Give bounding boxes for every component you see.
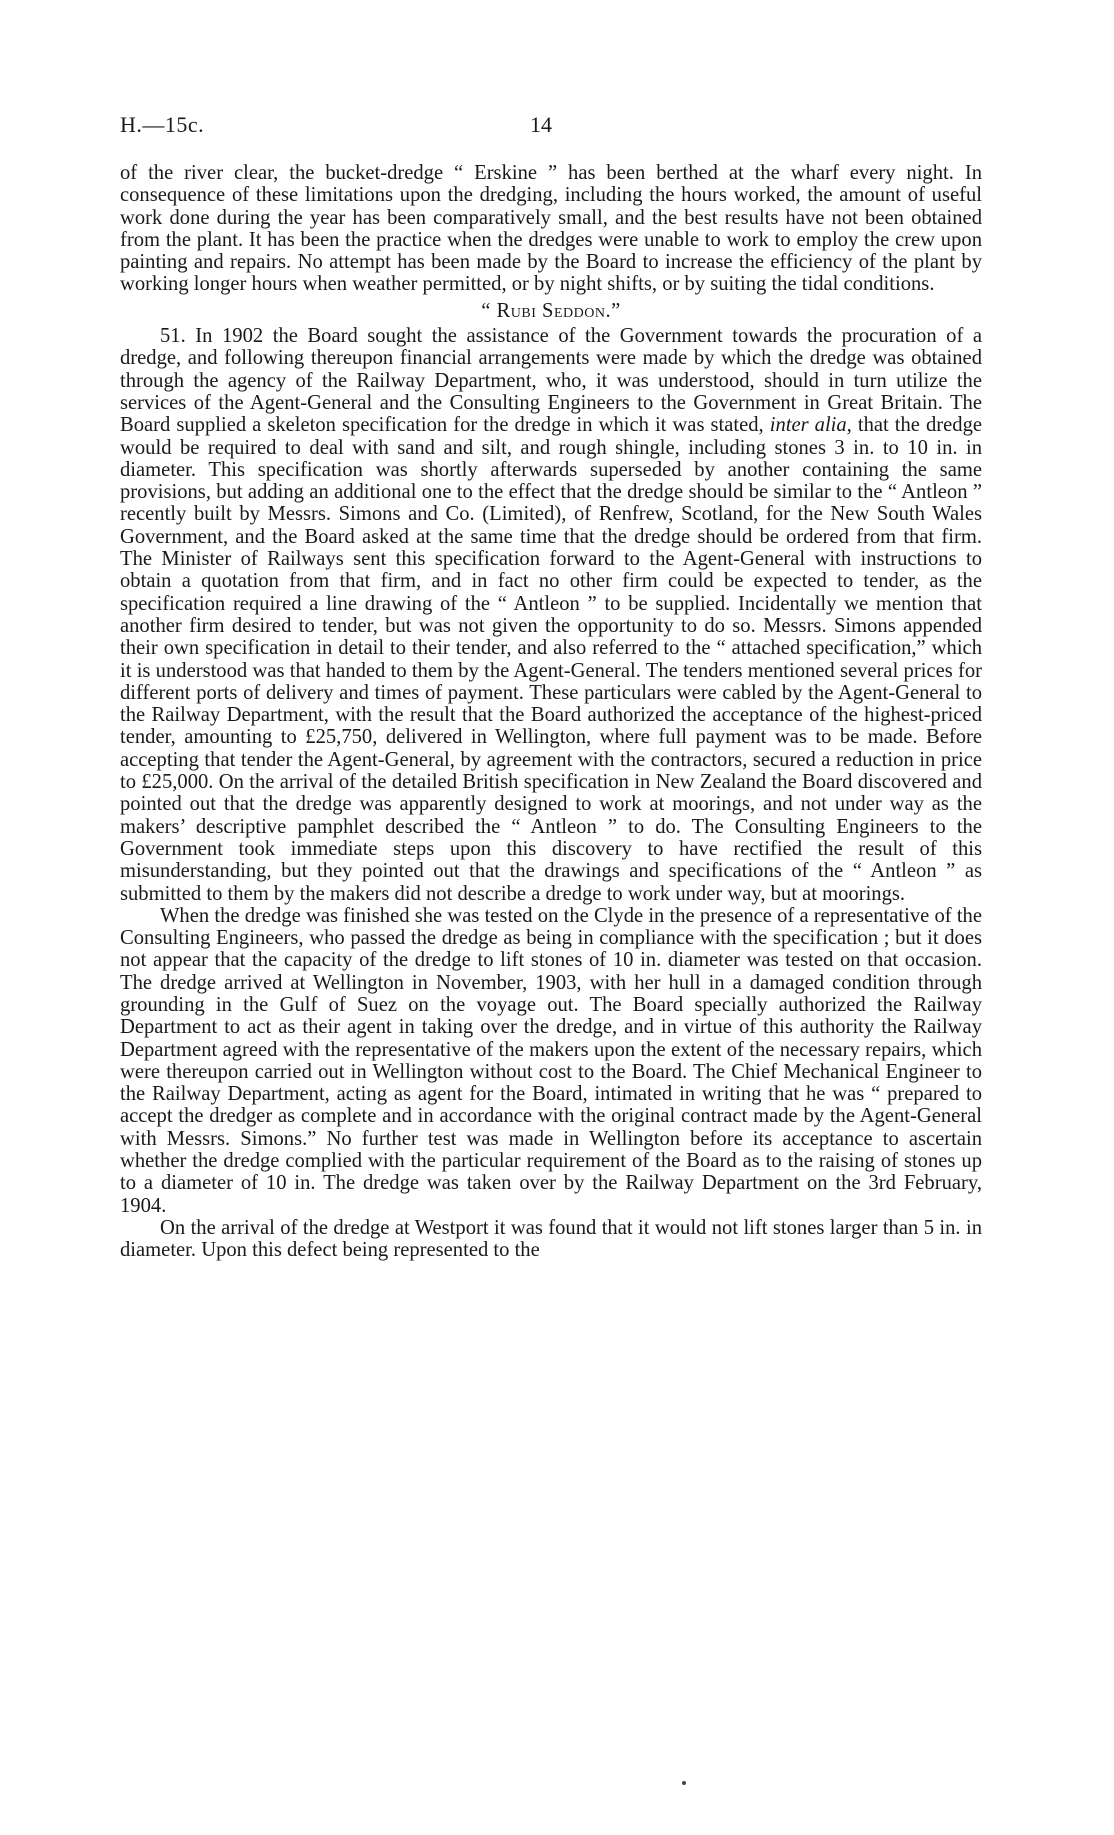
paragraph-51-part-b: that the dredge would be required to deal with sand and silt, and rough shingle, including stones 3 in. to 10 in. in diameter. This specification was shortly afterwards superseded by another containing the same provisions, but adding an additional one to the effect that the dredge should be similar to the “ Antleon ” recently built by Messrs. Simons and Co. (Limited), of Renfrew, Scotland, for the New South Wales Government, and the Board asked at the same time that the dredge should be ordered from that firm. The Minister of Railways sent this specification forward to the Agent-General with instructions to obtain a quotation from that firm, and in fact no other firm could be expected to tender, as the specification required a line drawing of the “ Antleon ” to be supplied. Incidentally we mention that another firm desired to tender, but was not given the opportunity to do so. Messrs. Simons appended their own specification in detail to their tender, and also referred to the “ attached specification,” which it is understood was that handed to them by the Agent-General. The tenders mentioned several prices for different ports of delivery and times of payment. These particulars were cabled by the Agent-General to the Railway Department, with the result that the Board authorized the acceptance of the highest-priced tender, amounting to £25,750, delivered in Wellington, where full payment was to be made. Before accepting that tender the Agent-General, by agreement with the contractors, secured a reduction in price to £25,000. On the arrival of the detailed British specification in New Zealand the Board discovered and pointed out that the dredge was apparently designed to work at moorings, and not under way as the makers’ descriptive pamphlet described the “ Antleon ” to do. The Consulting Engineers to the Government took immediate steps upon this discovery to have rectified the result of this misunderstanding, but they pointed out that the drawings and specifications of the “ Antleon ” as submitted to them by the makers did not describe a dredge to work under way, but at moorings. [120, 414, 983, 905]
page-number: 14 [530, 112, 552, 137]
document-reference: H.—15c. [120, 112, 205, 137]
section-heading: “ Rubi Seddon.” [481, 299, 621, 322]
paragraph-westport: On the arrival of the dredge at Westport it was found that it would not lift stones larger than 5 in. in diameter. Upon this defect being represented to the [120, 1216, 982, 1262]
page-header [120, 112, 980, 142]
paragraph-continuation: of the river clear, the bucket-dredge “ Erskine ” has been berthed at the wharf every night. In consequence of these limitations upon the dredging, including the hours worked, the amount of useful work done during the year has been comparatively small, and the best results have not been obtained from the plant. It has been the practice when the dredges were unable to work to employ the crew upon painting and repairs. No attempt has been made by the Board to increase the efficiency of the plant by working longer hours when weather permitted, or by night shifts, or by suiting the tidal conditions. [120, 162, 982, 296]
paragraph-51-italic: inter alia, [769, 414, 852, 437]
paragraph-dredge-test: When the dredge was finished she was tested on the Clyde in the presence of a representative of the Consulting Engineers, who passed the dredge as being in compliance with the specification ; but it does not appear that the capacity of the dredge to lift stones of 10 in. diameter was tested on that occasion. The dredge arrived at Wellington in November, 1903, with her hull in a damaged condition through grounding in the Gulf of Suez on the voyage out. The Board specially authorized the Railway Department to act as their agent in taking over the dredge, and in virtue of this authority the Railway Department agreed with the representative of the makers upon the extent of the necessary repairs, which were thereupon carried out in Wellington without cost to the Board. The Chief Mechanical Engineer to the Railway Department, acting as agent for the Board, intimated in writing that he was “ prepared to accept the dredger as complete and in accordance with the original contract made by the Agent-General with Messrs. Simons.” No further test was made in Wellington before its acceptance to ascertain whether the dredge complied with the particular requirement of the Board as to the raising of stones up to a diameter of 10 in. The dredge was taken over by the Railway Department on the 3rd February, 1904. [120, 904, 982, 1217]
page-mark-dot [682, 1781, 686, 1785]
paragraph-51 [120, 325, 982, 905]
document-body [120, 162, 982, 1262]
paragraph-51-part-a: 51. In 1902 the Board sought the assistance of the Government towards the procuration of a dredge, and following thereupon financial arrangements were made by which the dredge was obtained through the agency of the Railway Department, who, it was understood, should in turn utilize the services of the Agent-General and the Consulting Engineers to the Government in Great Britain. The Board supplied a skeleton specification for the dredge in which it was stated, [120, 325, 982, 437]
